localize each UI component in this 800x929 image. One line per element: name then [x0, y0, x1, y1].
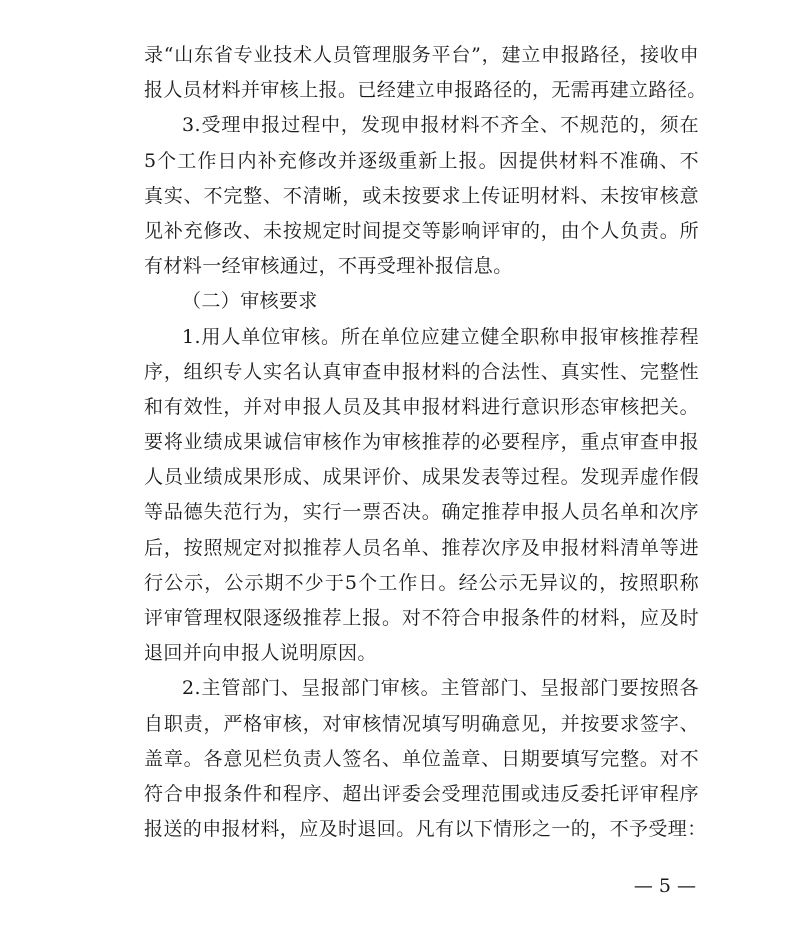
text-line: 后，按照规定对拟推荐人员名单、推荐次序及申报材料清单等进 [144, 536, 699, 559]
document-body [144, 38, 707, 847]
paragraph-start-line: 1.用人单位审核。所在单位应建立健全职称申报审核推荐程 [182, 325, 699, 348]
paragraph-end-line: 退回并向申报人说明原因。 [144, 642, 377, 665]
text-line: 报送的申报材料，应及时退回。凡有以下情形之一的，不予受理： [144, 818, 707, 841]
paragraph-end-line: 有材料一经审核通过，不再受理补报信息。 [144, 255, 513, 278]
paragraph-start-line: 3.受理申报过程中，发现申报材料不齐全、不规范的，须在 [182, 114, 699, 137]
text-line: 见补充修改、未按规定时间提交等影响评审的，由个人负责。所 [144, 219, 699, 242]
text-line: 盖章。各意见栏负责人签名、单位盖章、日期要填写完整。对不 [144, 747, 699, 770]
text-line: 自职责，严格审核，对审核情况填写明确意见，并按要求签字、 [144, 712, 699, 735]
text-line: 要将业绩成果诚信审核作为审核推荐的必要程序，重点审查申报 [144, 431, 699, 454]
text-line: 符合申报条件和程序、超出评委会受理范围或违反委托评审程序 [144, 782, 699, 805]
text-line: 行公示，公示期不少于5个工作日。经公示无异议的，按照职称 [144, 571, 699, 594]
text-line: 人员业绩成果形成、成果评价、成果发表等过程。发现弄虚作假 [144, 466, 699, 489]
page-number: — 5 — [633, 875, 696, 897]
text-line: 5个工作日内补充修改并逐级重新上报。因提供材料不准确、不 [144, 149, 699, 172]
paragraph-start-line: 2.主管部门、呈报部门审核。主管部门、呈报部门要按照各 [182, 677, 699, 700]
section-heading: （二）审核要求 [182, 290, 318, 313]
text-line: 录“山东省专业技术人员管理服务平台”，建立申报路径，接收申 [144, 44, 699, 66]
text-line: 序，组织专人实名认真审查申报材料的合法性、真实性、完整性 [144, 360, 699, 383]
text-line: 和有效性，并对申报人员及其申报材料进行意识形态审核把关。 [144, 395, 699, 418]
text-line: 等品德失范行为，实行一票否决。确定推荐申报人员名单和次序 [144, 501, 699, 524]
text-line: 真实、不完整、不清晰，或未按要求上传证明材料、未按审核意 [144, 184, 699, 207]
text-line: 评审管理权限逐级推荐上报。对不符合申报条件的材料，应及时 [144, 607, 699, 629]
text-line: 报人员材料并审核上报。已经建立申报路径的，无需再建立路径。 [144, 79, 707, 102]
